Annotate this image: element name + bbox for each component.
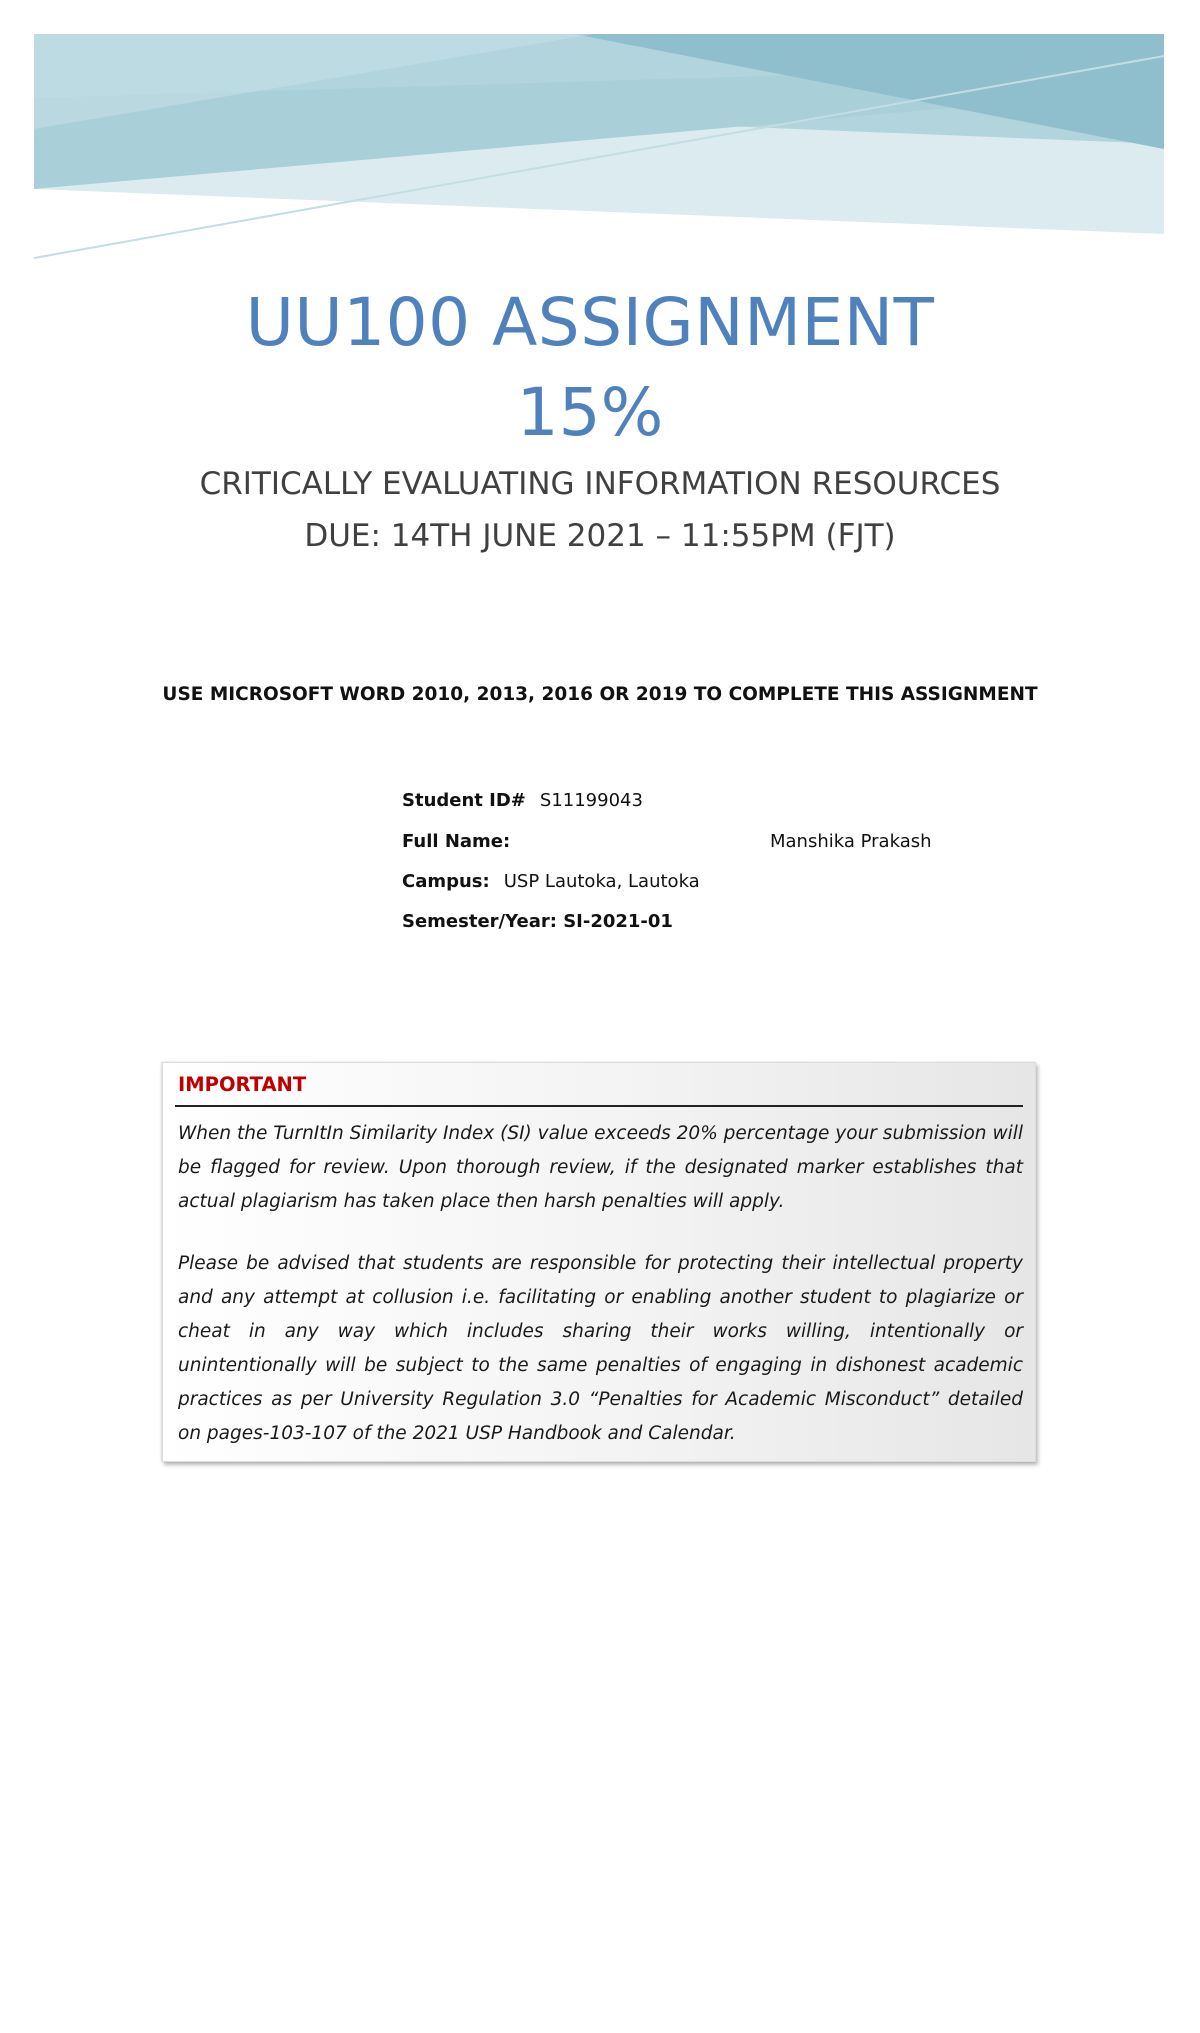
student-id-row bbox=[402, 790, 643, 811]
heading-divider bbox=[175, 1105, 1023, 1107]
due-date: DUE: 14TH JUNE 2021 – 11:55PM (FJT) bbox=[304, 518, 896, 554]
student-id-value: S11199043 bbox=[539, 790, 643, 811]
document-subtitle: CRITICALLY EVALUATING INFORMATION RESOURCES bbox=[199, 466, 1001, 502]
header-banner-graphic bbox=[34, 34, 1164, 264]
similarity-paragraph: When the TurnItIn Similarity Index (SI) value exceeds 20% percentage your submission will be flagged for review. Upon thorough review, if the designated marker establishes that actual plagiarism has taken place then harsh penalties will apply. bbox=[178, 1123, 1023, 1212]
collusion-paragraph: Please be advised that students are responsible for protecting their intellectual property and any attempt at collusion i.e. facilitating or enabling another student to plagiarize or cheat in any way which includes sharing their works willing, intentionally or unintentionally will be subject to the same penalties of engaging in dishonest academic practices as per University Regulation 3.0 “Penalties for Academic Misconduct” detailed on pages-103-107 of the 2021 USP Handbook and Calendar. bbox=[178, 1253, 1023, 1444]
full-name-row bbox=[402, 831, 510, 852]
important-notice-box bbox=[162, 1062, 1036, 1462]
semester-label: Semester/Year: SI-2021-01 bbox=[402, 911, 673, 932]
campus-row bbox=[402, 871, 700, 892]
campus-label: Campus: bbox=[402, 871, 490, 892]
important-heading: IMPORTANT bbox=[178, 1073, 307, 1096]
full-name-value: Manshika Prakash bbox=[770, 831, 932, 852]
full-name-label: Full Name: bbox=[402, 831, 511, 852]
assignment-weight: 15% bbox=[516, 374, 664, 451]
software-instruction: USE MICROSOFT WORD 2010, 2013, 2016 OR 2019 TO COMPLETE THIS ASSIGNMENT bbox=[162, 684, 1038, 705]
student-id-label: Student ID# bbox=[402, 790, 526, 811]
document-title: UU100 ASSIGNMENT bbox=[245, 284, 935, 361]
campus-value: USP Lautoka, Lautoka bbox=[503, 871, 700, 892]
semester-row bbox=[402, 911, 673, 932]
